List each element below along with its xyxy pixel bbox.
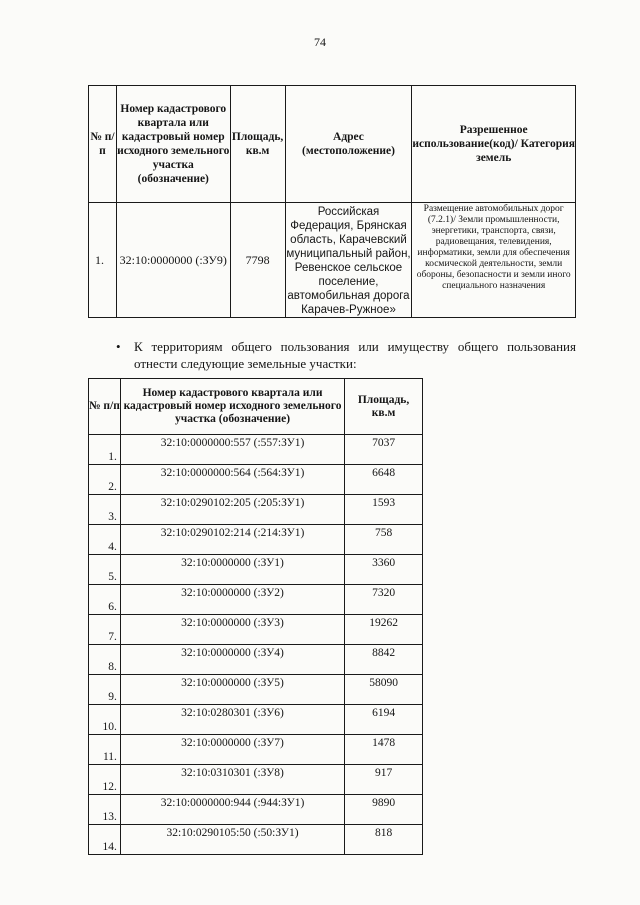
cell-cadastral: 32:10:0000000 (:ЗУ9) [116,203,230,318]
table-header-row [89,379,423,435]
cell-area: 3360 [345,555,423,585]
table-row [89,435,423,465]
cell-area: 7037 [345,435,423,465]
cell-cadastral: 32:10:0290102:214 (:214:ЗУ1) [120,525,344,555]
cell-cadastral: 32:10:0000000:564 (:564:ЗУ1) [120,465,344,495]
cell-num: 14. [89,825,121,855]
cell-area: 1593 [345,495,423,525]
cell-num: 9. [89,675,121,705]
cell-num: 5. [89,555,121,585]
page-number: 74 [314,35,326,49]
table-row [89,705,423,735]
table-row [89,525,423,555]
table-row [89,735,423,765]
cell-cadastral: 32:10:0000000 (:ЗУ7) [120,735,344,765]
header-area: Площадь, кв.м [230,86,285,203]
cell-num: 6. [89,585,121,615]
bullet-paragraph [116,338,576,372]
header-use: Разрешенное использование(код)/ Категория земель [412,86,576,203]
bullet-text: К территориям общего пользования или имуществу общего пользования отнести следующие земельные участки: [134,339,576,371]
table-row [89,825,423,855]
cell-cadastral: 32:10:0000000 (:ЗУ1) [120,555,344,585]
cell-num: 10. [89,705,121,735]
cell-cadastral: 32:10:0000000 (:ЗУ5) [120,675,344,705]
header-cadastral: Номер кадастрового квартала или кадастровый номер исходного земельного участка (обозначение) [116,86,230,203]
cell-cadastral: 32:10:0000000:944 (:944:ЗУ1) [120,795,344,825]
cell-area: 58090 [345,675,423,705]
cell-cadastral: 32:10:0290105:50 (:50:ЗУ1) [120,825,344,855]
cell-area: 8842 [345,645,423,675]
cell-area: 6194 [345,705,423,735]
cell-area: 9890 [345,795,423,825]
cell-use: Размещение автомобильных дорог (7.2.1)/ Земли промышленности, энергетики, транспорта, связи, радиовещания, телевидения, информатики, земли для обеспечения космической деятельности, земли обороны, безопасности и земли иного специального назначения [412,203,576,318]
cell-cadastral: 32:10:0290102:205 (:205:ЗУ1) [120,495,344,525]
cell-cadastral: 32:10:0000000 (:ЗУ4) [120,645,344,675]
table-row [89,645,423,675]
cell-cadastral: 32:10:0280301 (:ЗУ6) [120,705,344,735]
header-address: Адрес (местоположение) [285,86,412,203]
cell-cadastral: 32:10:0000000 (:ЗУ3) [120,615,344,645]
cell-area: 818 [345,825,423,855]
cell-num: 1. [89,203,117,318]
cell-num: 13. [89,795,121,825]
cell-area: 1478 [345,735,423,765]
cell-num: 8. [89,645,121,675]
land-plot-table [88,85,576,318]
table-row [89,495,423,525]
cell-area: 19262 [345,615,423,645]
cell-address: Российская Федерация, Брянская область, Карачевский муниципальный район, Ревенское сельское поселение, автомобильная дорога Карачев-Ружное» [285,203,412,318]
header-num: № п/п [89,86,117,203]
table-row [89,795,423,825]
cell-area: 7798 [230,203,285,318]
public-land-table [88,378,423,855]
table-row [89,585,423,615]
table-row [89,203,576,318]
header-area: Площадь, кв.м [345,379,423,435]
cell-num: 2. [89,465,121,495]
table-row [89,675,423,705]
cell-num: 3. [89,495,121,525]
cell-num: 12. [89,765,121,795]
bullet-icon: • [116,339,121,354]
cell-area: 758 [345,525,423,555]
table-row [89,615,423,645]
cell-cadastral: 32:10:0310301 (:ЗУ8) [120,765,344,795]
cell-num: 4. [89,525,121,555]
table-header-row [89,86,576,203]
header-num: № п/п [89,379,121,435]
cell-area: 917 [345,765,423,795]
table-row [89,465,423,495]
cell-num: 1. [89,435,121,465]
cell-cadastral: 32:10:0000000:557 (:557:ЗУ1) [120,435,344,465]
table-row [89,555,423,585]
table-row [89,765,423,795]
header-cadastral: Номер кадастрового квартала или кадастровый номер исходного земельного участка (обозначение) [120,379,344,435]
cell-area: 6648 [345,465,423,495]
cell-num: 7. [89,615,121,645]
cell-area: 7320 [345,585,423,615]
cell-cadastral: 32:10:0000000 (:ЗУ2) [120,585,344,615]
cell-num: 11. [89,735,121,765]
